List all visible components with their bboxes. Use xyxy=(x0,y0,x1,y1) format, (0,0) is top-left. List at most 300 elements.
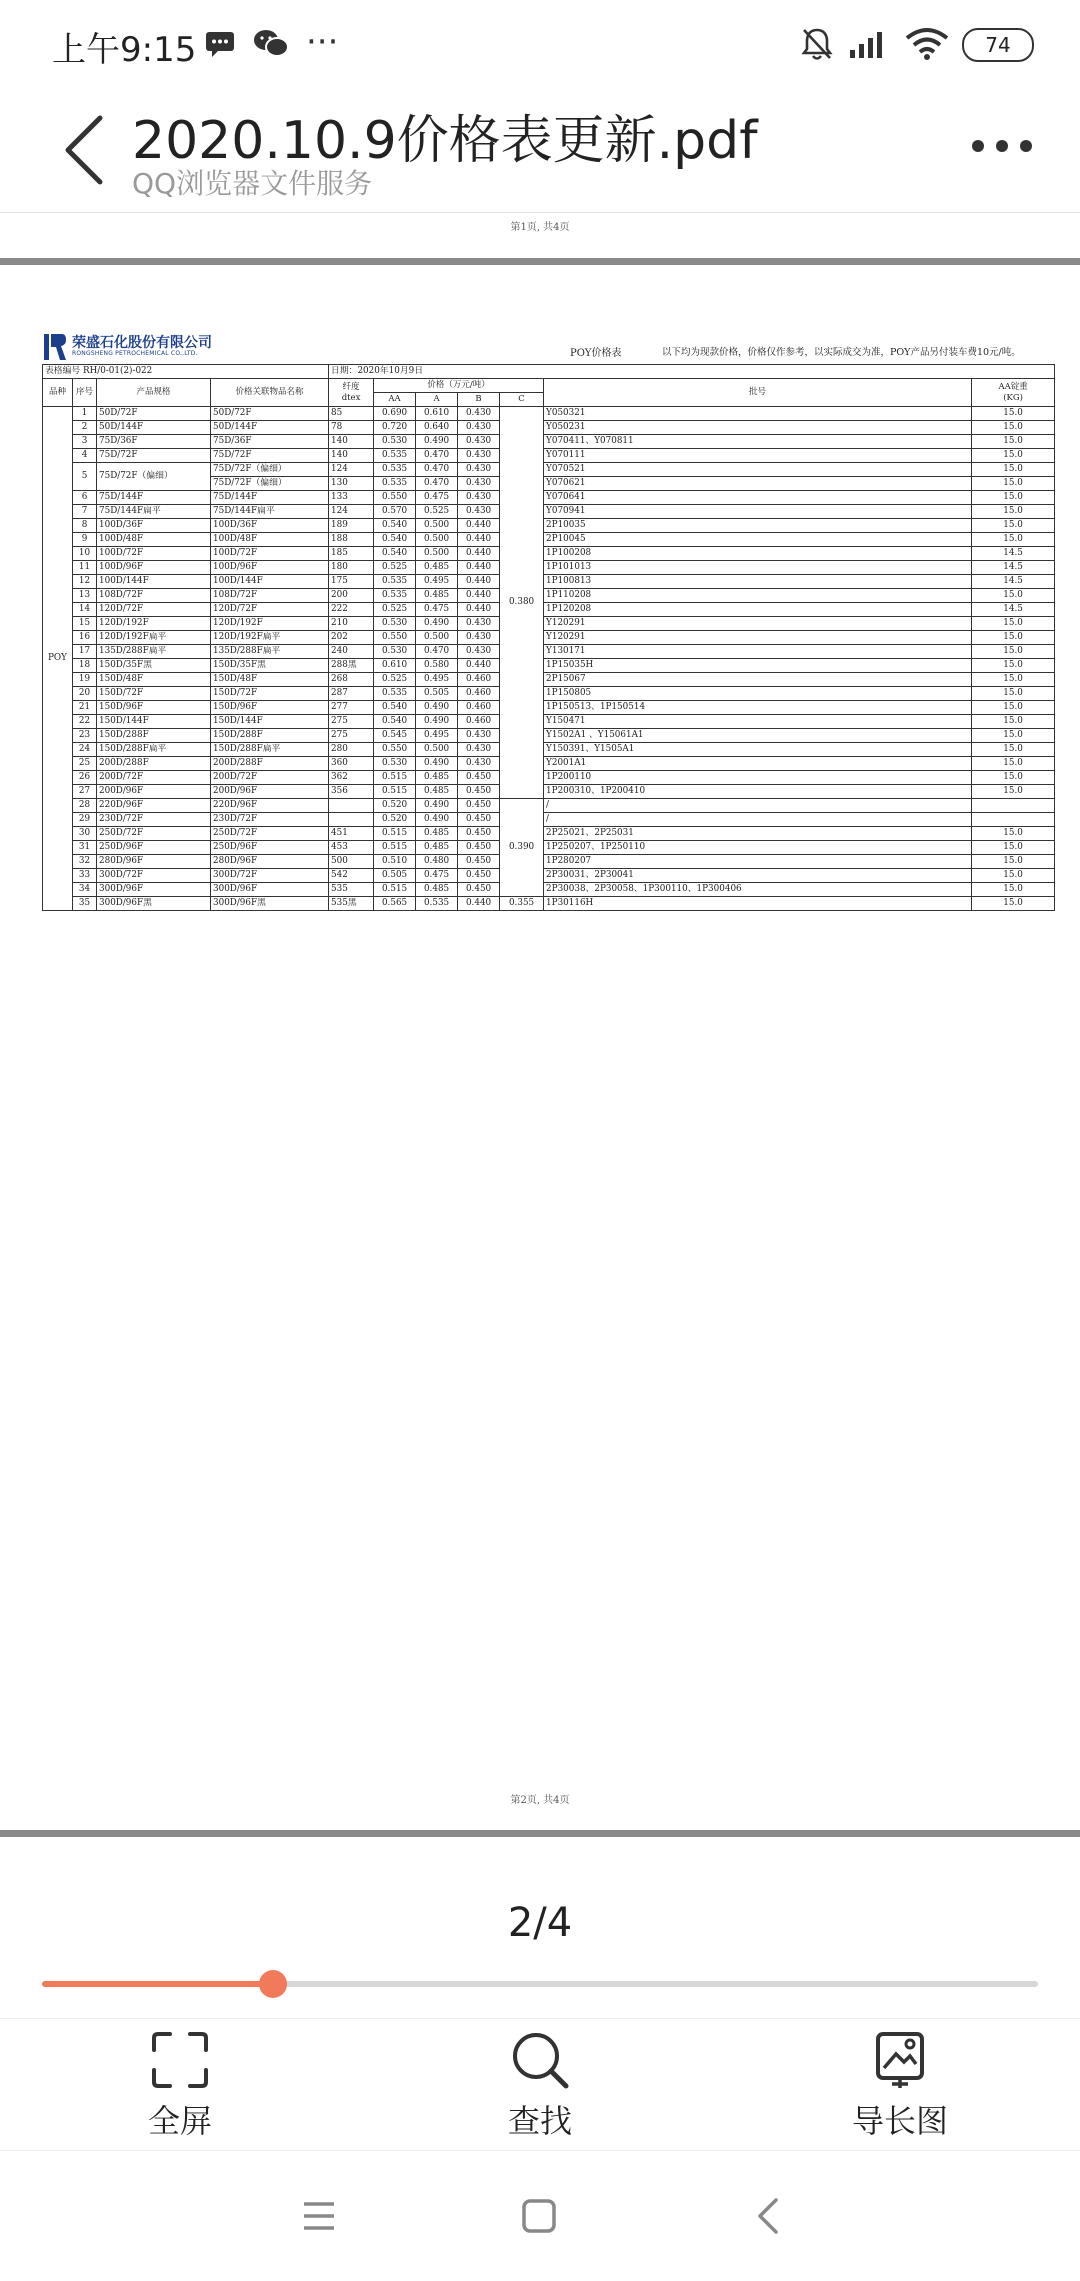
price-a-cell: 0.495 xyxy=(416,575,458,589)
fullscreen-label: 全屏 xyxy=(147,2102,212,2140)
price-a-cell: 0.485 xyxy=(416,827,458,841)
aa-weight-cell: 14.5 xyxy=(972,603,1055,617)
batch-cell: Y070641 xyxy=(544,491,972,505)
aa-weight-cell: 15.0 xyxy=(972,463,1055,477)
batch-cell: 1P120208 xyxy=(544,603,972,617)
batch-cell: Y070411、Y070811 xyxy=(544,435,972,449)
fullscreen-icon xyxy=(150,2030,210,2090)
spec-cell: 150D/35F黑 xyxy=(97,659,211,673)
price-a-cell: 0.485 xyxy=(416,785,458,799)
batch-cell: Y070111 xyxy=(544,449,972,463)
price-aa-cell: 0.540 xyxy=(374,533,416,547)
price-aa-cell: 0.540 xyxy=(374,547,416,561)
price-b-cell: 0.450 xyxy=(458,883,500,897)
price-a-cell: 0.500 xyxy=(416,519,458,533)
aa-weight-cell: 15.0 xyxy=(972,869,1055,883)
seq-cell: 20 xyxy=(73,687,97,701)
seq-cell: 11 xyxy=(73,561,97,575)
seq-cell: 21 xyxy=(73,701,97,715)
seq-cell: 10 xyxy=(73,547,97,561)
batch-cell: 1P150513、1P150514 xyxy=(544,701,972,715)
batch-cell: 2P15067 xyxy=(544,673,972,687)
price-aa-cell: 0.515 xyxy=(374,785,416,799)
related-cell: 200D/288F xyxy=(211,757,329,771)
table-row xyxy=(43,799,1055,813)
doc-date: 日期：2020年10月9日 xyxy=(329,365,1055,379)
fineness-cell: 180 xyxy=(329,561,374,575)
page-separator xyxy=(0,1830,1080,1837)
fineness-cell: 124 xyxy=(329,505,374,519)
table-meta-row xyxy=(43,365,1055,379)
aa-weight-cell: 15.0 xyxy=(972,687,1055,701)
spec-cell: 150D/288F xyxy=(97,729,211,743)
seq-cell: 27 xyxy=(73,785,97,799)
fineness-cell: 140 xyxy=(329,435,374,449)
batch-cell: 2P25021、2P25031 xyxy=(544,827,972,841)
related-cell: 150D/288F扁平 xyxy=(211,743,329,757)
price-aa-cell: 0.540 xyxy=(374,519,416,533)
price-b-cell: 0.450 xyxy=(458,771,500,785)
battery-level: 74 xyxy=(985,33,1011,57)
aa-weight-cell: 15.0 xyxy=(972,855,1055,869)
price-aa-cell: 0.510 xyxy=(374,855,416,869)
spec-cell: 150D/72F xyxy=(97,687,211,701)
spec-cell: 75D/72F xyxy=(97,449,211,463)
price-c-cell: 0.355 xyxy=(500,897,544,911)
price-b-cell: 0.460 xyxy=(458,673,500,687)
aa-weight-cell: 15.0 xyxy=(972,883,1055,897)
price-a-cell: 0.485 xyxy=(416,841,458,855)
fineness-cell: 200 xyxy=(329,589,374,603)
batch-cell: 1P15035H xyxy=(544,659,972,673)
price-a-cell: 0.485 xyxy=(416,883,458,897)
batch-cell: Y070621 xyxy=(544,477,972,491)
price-a-cell: 0.475 xyxy=(416,603,458,617)
seq-cell: 23 xyxy=(73,729,97,743)
seq-cell: 14 xyxy=(73,603,97,617)
table-row xyxy=(43,421,1055,435)
price-table xyxy=(42,364,1055,911)
price-aa-cell: 0.570 xyxy=(374,505,416,519)
price-b-cell: 0.430 xyxy=(458,505,500,519)
col-grade-aa: AA xyxy=(374,393,416,407)
batch-cell: / xyxy=(544,813,972,827)
price-aa-cell: 0.535 xyxy=(374,687,416,701)
seq-cell: 33 xyxy=(73,869,97,883)
batch-cell: 1P101013 xyxy=(544,561,972,575)
col-fineness-unit: dtex xyxy=(341,392,361,403)
col-spec: 产品规格 xyxy=(97,379,211,407)
price-aa-cell: 0.515 xyxy=(374,883,416,897)
spec-cell: 250D/96F xyxy=(97,841,211,855)
fineness-cell: 210 xyxy=(329,617,374,631)
col-grade-c: C xyxy=(500,393,544,407)
fineness-cell: 240 xyxy=(329,645,374,659)
col-aa-weight-label: AA锭重 xyxy=(998,381,1028,392)
col-seq: 序号 xyxy=(73,379,97,407)
price-b-cell: 0.460 xyxy=(458,715,500,729)
spec-cell: 75D/144F xyxy=(97,491,211,505)
seq-cell: 28 xyxy=(73,799,97,813)
fineness-cell: 288黑 xyxy=(329,659,374,673)
bell-off-icon xyxy=(800,26,834,62)
spec-cell: 50D/144F xyxy=(97,421,211,435)
price-b-cell: 0.430 xyxy=(458,743,500,757)
table-row xyxy=(43,813,1055,827)
col-aa-weight-unit: (KG) xyxy=(1003,392,1023,403)
seq-cell: 17 xyxy=(73,645,97,659)
price-b-cell: 0.430 xyxy=(458,477,500,491)
price-aa-cell: 0.535 xyxy=(374,575,416,589)
price-b-cell: 0.440 xyxy=(458,533,500,547)
search-icon xyxy=(510,2030,570,2090)
price-aa-cell: 0.535 xyxy=(374,477,416,491)
batch-cell: 2P10045 xyxy=(544,533,972,547)
price-a-cell: 0.500 xyxy=(416,631,458,645)
price-b-cell: 0.430 xyxy=(458,407,500,421)
table-row xyxy=(43,757,1055,771)
price-aa-cell: 0.535 xyxy=(374,463,416,477)
fineness-cell: 185 xyxy=(329,547,374,561)
seq-cell: 3 xyxy=(73,435,97,449)
spec-cell: 135D/288F扁平 xyxy=(97,645,211,659)
price-a-cell: 0.470 xyxy=(416,645,458,659)
seq-cell: 32 xyxy=(73,855,97,869)
home-icon[interactable] xyxy=(522,2199,556,2233)
spec-cell: 300D/96F黑 xyxy=(97,897,211,911)
price-b-cell: 0.440 xyxy=(458,519,500,533)
seq-cell: 31 xyxy=(73,841,97,855)
page-indicator: 2/4 xyxy=(507,1900,573,1946)
batch-cell: 1P150805 xyxy=(544,687,972,701)
battery-icon xyxy=(962,28,1034,62)
related-cell: 75D/36F xyxy=(211,435,329,449)
long-image-label: 导长图 xyxy=(851,2102,948,2140)
related-cell: 75D/72F xyxy=(211,449,329,463)
batch-cell: 2P10035 xyxy=(544,519,972,533)
system-nav-bar xyxy=(0,2150,1080,2281)
spec-cell: 280D/96F xyxy=(97,855,211,869)
seq-cell: 34 xyxy=(73,883,97,897)
batch-cell: Y070941 xyxy=(544,505,972,519)
fineness-cell: 202 xyxy=(329,631,374,645)
price-aa-cell: 0.530 xyxy=(374,617,416,631)
price-a-cell: 0.580 xyxy=(416,659,458,673)
price-aa-cell: 0.520 xyxy=(374,813,416,827)
price-a-cell: 0.500 xyxy=(416,533,458,547)
related-cell: 150D/48F xyxy=(211,673,329,687)
table-row xyxy=(43,435,1055,449)
seq-cell: 18 xyxy=(73,659,97,673)
seq-cell: 22 xyxy=(73,715,97,729)
fineness-cell: 175 xyxy=(329,575,374,589)
nav-back-icon[interactable] xyxy=(756,2197,780,2235)
aa-weight-cell: 15.0 xyxy=(972,715,1055,729)
spec-cell: 200D/96F xyxy=(97,785,211,799)
spec-cell: 108D/72F xyxy=(97,589,211,603)
price-a-cell: 0.490 xyxy=(416,757,458,771)
table-row xyxy=(43,687,1055,701)
fineness-cell: 277 xyxy=(329,701,374,715)
seq-cell: 35 xyxy=(73,897,97,911)
seq-cell: 15 xyxy=(73,617,97,631)
seq-cell: 19 xyxy=(73,673,97,687)
related-cell: 75D/72F（偏细） xyxy=(211,463,329,477)
long-image-icon xyxy=(870,2030,930,2090)
spec-cell: 120D/192F xyxy=(97,617,211,631)
price-aa-cell: 0.530 xyxy=(374,645,416,659)
related-cell: 100D/36F xyxy=(211,519,329,533)
related-cell: 300D/72F xyxy=(211,869,329,883)
price-b-cell: 0.430 xyxy=(458,729,500,743)
aa-weight-cell: 15.0 xyxy=(972,673,1055,687)
price-aa-cell: 0.545 xyxy=(374,729,416,743)
batch-cell: 1P280207 xyxy=(544,855,972,869)
table-row xyxy=(43,449,1055,463)
spec-cell: 300D/72F xyxy=(97,869,211,883)
aa-weight-cell: 15.0 xyxy=(972,631,1055,645)
price-a-cell: 0.610 xyxy=(416,407,458,421)
table-row xyxy=(43,701,1055,715)
fineness-cell: 222 xyxy=(329,603,374,617)
fineness-cell: 535 xyxy=(329,883,374,897)
more-menu-icon[interactable] xyxy=(972,140,1032,154)
variety-cell: POY xyxy=(43,407,73,911)
col-grade-a: A xyxy=(416,393,458,407)
seq-cell: 2 xyxy=(73,421,97,435)
table-row xyxy=(43,673,1055,687)
batch-cell: Y150391、Y1505A1 xyxy=(544,743,972,757)
fineness-cell: 542 xyxy=(329,869,374,883)
table-row xyxy=(43,827,1055,841)
spec-cell: 230D/72F xyxy=(97,813,211,827)
message-icon xyxy=(204,30,236,58)
price-b-cell: 0.450 xyxy=(458,841,500,855)
aa-weight-cell xyxy=(972,813,1055,827)
spec-cell: 100D/48F xyxy=(97,533,211,547)
price-b-cell: 0.430 xyxy=(458,449,500,463)
related-cell: 230D/72F xyxy=(211,813,329,827)
table-row xyxy=(43,645,1055,659)
fineness-cell: 189 xyxy=(329,519,374,533)
col-price: 价格（万元/吨） xyxy=(374,379,544,393)
related-cell: 150D/72F xyxy=(211,687,329,701)
related-cell: 75D/144F扁平 xyxy=(211,505,329,519)
spec-cell: 200D/288F xyxy=(97,757,211,771)
price-aa-cell: 0.535 xyxy=(374,449,416,463)
aa-weight-cell: 15.0 xyxy=(972,519,1055,533)
price-aa-cell: 0.530 xyxy=(374,757,416,771)
price-b-cell: 0.460 xyxy=(458,687,500,701)
long-image-button[interactable] xyxy=(800,2030,1000,2142)
page-slider-handle[interactable] xyxy=(259,1970,287,1998)
aa-weight-cell: 15.0 xyxy=(972,785,1055,799)
price-a-cell: 0.500 xyxy=(416,547,458,561)
seq-cell: 4 xyxy=(73,449,97,463)
batch-cell: 1P250207、1P250110 xyxy=(544,841,972,855)
price-aa-cell: 0.540 xyxy=(374,701,416,715)
doc-note: 以下均为现款价格，价格仅作参考，以实际成交为准，POY产品另付装车费10元/吨。 xyxy=(662,347,1021,358)
fineness-cell: 275 xyxy=(329,729,374,743)
seq-cell: 16 xyxy=(73,631,97,645)
price-b-cell: 0.450 xyxy=(458,855,500,869)
seq-cell: 9 xyxy=(73,533,97,547)
seq-cell: 24 xyxy=(73,743,97,757)
batch-cell: 1P200310、1P200410 xyxy=(544,785,972,799)
company-logo-icon xyxy=(44,334,66,360)
batch-cell: Y2001A1 xyxy=(544,757,972,771)
related-cell: 100D/96F xyxy=(211,561,329,575)
table-row xyxy=(43,785,1055,799)
fineness-cell: 535黑 xyxy=(329,897,374,911)
price-aa-cell: 0.515 xyxy=(374,827,416,841)
price-b-cell: 0.430 xyxy=(458,617,500,631)
batch-cell: Y120291 xyxy=(544,631,972,645)
aa-weight-cell: 15.0 xyxy=(972,757,1055,771)
price-b-cell: 0.450 xyxy=(458,785,500,799)
spec-cell: 220D/96F xyxy=(97,799,211,813)
batch-cell: 1P100813 xyxy=(544,575,972,589)
aa-weight-cell: 15.0 xyxy=(972,449,1055,463)
table-row xyxy=(43,883,1055,897)
table-row xyxy=(43,729,1055,743)
table-row xyxy=(43,841,1055,855)
related-cell: 120D/192F扁平 xyxy=(211,631,329,645)
price-a-cell: 0.475 xyxy=(416,491,458,505)
col-grade-b: B xyxy=(458,393,500,407)
price-b-cell: 0.430 xyxy=(458,645,500,659)
spec-cell: 100D/144F xyxy=(97,575,211,589)
batch-cell: 1P200110 xyxy=(544,771,972,785)
price-a-cell: 0.490 xyxy=(416,435,458,449)
spec-cell: 75D/144F扁平 xyxy=(97,505,211,519)
related-cell: 150D/288F xyxy=(211,729,329,743)
aa-weight-cell: 14.5 xyxy=(972,575,1055,589)
fineness-cell xyxy=(329,799,374,813)
price-a-cell: 0.490 xyxy=(416,617,458,631)
spec-cell: 200D/72F xyxy=(97,771,211,785)
related-cell: 280D/96F xyxy=(211,855,329,869)
page-separator xyxy=(0,258,1080,265)
file-title: 2020.10.9价格表更新.pdf xyxy=(132,111,758,171)
col-batch: 批号 xyxy=(544,379,972,407)
wechat-icon xyxy=(252,28,290,60)
page-label-bottom: 第2页, 共4页 xyxy=(510,1795,570,1806)
back-arrow-icon[interactable] xyxy=(56,110,112,190)
table-row xyxy=(43,631,1055,645)
form-number: 表格编号 RH/0-01(2)-022 xyxy=(43,365,329,379)
price-aa-cell: 0.515 xyxy=(374,841,416,855)
fineness-cell: 188 xyxy=(329,533,374,547)
aa-weight-cell: 15.0 xyxy=(972,841,1055,855)
spec-cell: 50D/72F xyxy=(97,407,211,421)
aa-weight-cell: 15.0 xyxy=(972,617,1055,631)
price-b-cell: 0.430 xyxy=(458,435,500,449)
fineness-cell: 130 xyxy=(329,477,374,491)
table-row xyxy=(43,603,1055,617)
batch-cell: / xyxy=(544,799,972,813)
seq-cell: 12 xyxy=(73,575,97,589)
aa-weight-cell: 15.0 xyxy=(972,771,1055,785)
price-a-cell: 0.505 xyxy=(416,687,458,701)
aa-weight-cell: 15.0 xyxy=(972,897,1055,911)
aa-weight-cell: 15.0 xyxy=(972,435,1055,449)
related-cell: 100D/72F xyxy=(211,547,329,561)
related-cell: 250D/96F xyxy=(211,841,329,855)
price-a-cell: 0.525 xyxy=(416,505,458,519)
price-b-cell: 0.450 xyxy=(458,799,500,813)
batch-cell: 2P30031、2P30041 xyxy=(544,869,972,883)
related-cell: 135D/288F扁平 xyxy=(211,645,329,659)
price-aa-cell: 0.565 xyxy=(374,897,416,911)
aa-weight-cell: 15.0 xyxy=(972,505,1055,519)
col-aa-weight xyxy=(972,379,1055,407)
table-row xyxy=(43,491,1055,505)
seq-cell: 8 xyxy=(73,519,97,533)
related-cell: 108D/72F xyxy=(211,589,329,603)
fullscreen-button[interactable] xyxy=(80,2030,280,2142)
fineness-cell: 268 xyxy=(329,673,374,687)
spec-cell: 150D/144F xyxy=(97,715,211,729)
price-a-cell: 0.470 xyxy=(416,449,458,463)
related-cell: 150D/35F黑 xyxy=(211,659,329,673)
page-label-top: 第1页, 共4页 xyxy=(510,222,570,233)
price-aa-cell: 0.525 xyxy=(374,603,416,617)
price-c-cell: 0.390 xyxy=(500,799,544,897)
signal-icon xyxy=(848,28,890,60)
col-variety: 品种 xyxy=(43,379,73,407)
search-button[interactable] xyxy=(440,2030,640,2142)
spec-cell: 120D/72F xyxy=(97,603,211,617)
aa-weight-cell: 15.0 xyxy=(972,743,1055,757)
price-a-cell: 0.535 xyxy=(416,897,458,911)
table-header-row xyxy=(43,379,1055,393)
price-b-cell: 0.450 xyxy=(458,869,500,883)
more-notifications-icon: ··· xyxy=(306,22,339,62)
price-b-cell: 0.440 xyxy=(458,575,500,589)
price-b-cell: 0.430 xyxy=(458,631,500,645)
seq-cell: 7 xyxy=(73,505,97,519)
price-b-cell: 0.440 xyxy=(458,547,500,561)
table-row xyxy=(43,869,1055,883)
price-aa-cell: 0.550 xyxy=(374,743,416,757)
price-aa-cell: 0.530 xyxy=(374,435,416,449)
price-aa-cell: 0.610 xyxy=(374,659,416,673)
price-a-cell: 0.500 xyxy=(416,743,458,757)
price-a-cell: 0.485 xyxy=(416,771,458,785)
table-row xyxy=(43,897,1055,911)
fineness-cell: 362 xyxy=(329,771,374,785)
seq-cell: 6 xyxy=(73,491,97,505)
spec-cell: 250D/72F xyxy=(97,827,211,841)
page-slider-fill xyxy=(42,1981,273,1987)
seq-cell: 5 xyxy=(73,463,97,491)
pdf-page[interactable] xyxy=(42,330,1054,911)
doc-title: POY价格表 xyxy=(570,348,622,359)
price-b-cell: 0.430 xyxy=(458,757,500,771)
related-cell: 120D/192F xyxy=(211,617,329,631)
seq-cell: 13 xyxy=(73,589,97,603)
fineness-cell: 287 xyxy=(329,687,374,701)
batch-cell: Y050321 xyxy=(544,407,972,421)
aa-weight-cell: 15.0 xyxy=(972,827,1055,841)
related-cell: 220D/96F xyxy=(211,799,329,813)
menu-icon[interactable] xyxy=(302,2201,336,2231)
aa-weight-cell: 15.0 xyxy=(972,477,1055,491)
fineness-cell: 275 xyxy=(329,715,374,729)
batch-cell: Y050231 xyxy=(544,421,972,435)
spec-cell: 100D/36F xyxy=(97,519,211,533)
